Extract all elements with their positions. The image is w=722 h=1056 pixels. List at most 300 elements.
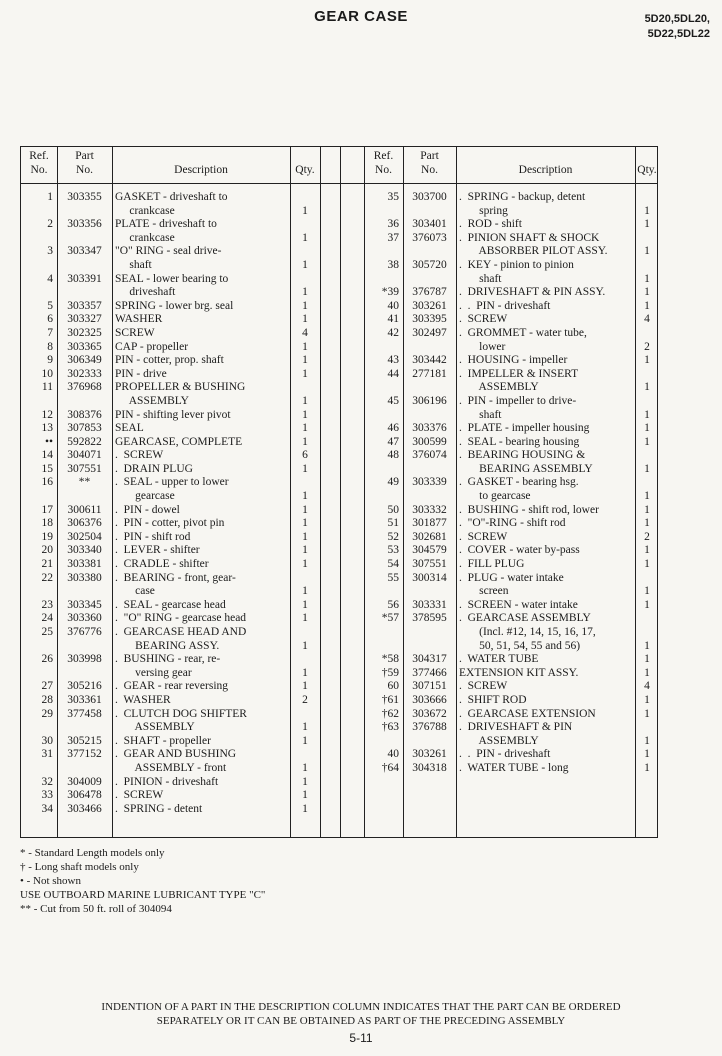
part-cell: 305216 — [67, 680, 102, 693]
part-cell: 303355 — [67, 191, 102, 203]
table-row — [21, 653, 340, 667]
part-cell: 302333 — [67, 367, 102, 380]
description-cell: . SEAL - gearcase head — [115, 598, 226, 611]
description-cell: EXTENSION KIT ASSY. — [459, 666, 579, 679]
table-row — [21, 612, 340, 626]
ref-cell — [364, 585, 403, 599]
ref-cell: 49 — [387, 476, 399, 489]
description-cell: . GEAR - rear reversing — [115, 680, 229, 693]
table-row — [364, 640, 659, 654]
description-cell: . IMPELLER & INSERT — [459, 367, 579, 380]
ref-cell: 4 — [47, 272, 53, 285]
description-cell: SEAL - lower bearing to — [115, 272, 229, 285]
part-cell: 301877 — [412, 517, 447, 530]
table-row — [364, 245, 659, 259]
qty-cell — [635, 449, 659, 463]
models-line-1: 5D20,5DL20, — [644, 13, 710, 25]
qty-cell: 1 — [302, 354, 308, 367]
qty-cell: 1 — [644, 558, 650, 571]
description-cell: PIN - shifting lever pivot — [115, 408, 231, 421]
table-row — [21, 531, 340, 545]
part-cell: 306349 — [67, 354, 102, 367]
qty-cell — [290, 748, 320, 762]
part-cell: 303345 — [67, 598, 102, 611]
qty-cell: 1 — [302, 585, 308, 598]
qty-cell: 1 — [302, 598, 308, 611]
qty-cell: 1 — [644, 693, 650, 706]
description-cell: . BEARING - front, gear- — [115, 571, 236, 584]
ref-cell: 31 — [41, 748, 53, 761]
ref-cell: 16 — [41, 476, 53, 489]
table-row — [21, 640, 340, 654]
qty-cell: 1 — [644, 354, 650, 367]
table-row — [21, 626, 340, 640]
table-row — [364, 191, 659, 205]
part-cell: 303327 — [67, 313, 102, 326]
table-row — [21, 572, 340, 586]
qty-cell: 1 — [644, 272, 650, 285]
qty-cell — [290, 381, 320, 395]
part-cell: 303347 — [67, 245, 102, 258]
ref-cell: 20 — [41, 544, 53, 557]
part-cell — [403, 341, 456, 355]
ref-cell: 7 — [47, 326, 53, 339]
part-cell — [403, 735, 456, 749]
description-cell: . KEY - pinion to pinion — [459, 258, 574, 271]
qty-cell: 1 — [644, 653, 650, 666]
description-cell: . FILL PLUG — [459, 558, 525, 571]
left-header-description: Description — [174, 164, 228, 176]
table-row — [364, 748, 659, 762]
table-row — [364, 436, 659, 450]
qty-cell — [635, 626, 659, 640]
qty-cell: 1 — [644, 286, 650, 299]
description-cell: . LEVER - shifter — [115, 544, 200, 557]
qty-cell — [635, 395, 659, 409]
ref-cell — [364, 640, 403, 654]
description-cell: . DRIVESHAFT & PIN ASSY. — [459, 286, 606, 299]
table-row — [21, 313, 340, 327]
ref-cell: 5 — [47, 299, 53, 312]
ref-cell: 19 — [41, 530, 53, 543]
table-row — [21, 490, 340, 504]
part-cell — [403, 585, 456, 599]
table-row — [21, 422, 340, 436]
description-cell: SPRING - lower brg. seal — [115, 299, 234, 312]
description-cell: PIN - drive — [115, 367, 167, 380]
part-cell: 300314 — [412, 571, 447, 584]
qty-cell: 1 — [302, 503, 308, 516]
part-cell: 306478 — [67, 789, 102, 802]
description-cell: shaft — [115, 258, 152, 271]
part-cell: 302497 — [412, 326, 447, 339]
parts-table — [20, 146, 658, 838]
qty-cell: 1 — [302, 231, 308, 244]
part-cell: 303361 — [67, 693, 102, 706]
table-row — [364, 218, 659, 232]
description-cell: . SPRING - detent — [115, 802, 203, 815]
part-cell: 302681 — [412, 530, 447, 543]
part-cell — [57, 762, 112, 776]
part-cell: 302325 — [67, 326, 102, 339]
part-cell: 303340 — [67, 544, 102, 557]
table-row — [364, 612, 659, 626]
qty-cell: 1 — [302, 286, 308, 299]
qty-cell — [290, 572, 320, 586]
part-cell: 300599 — [412, 435, 447, 448]
part-cell: 303998 — [67, 653, 102, 666]
part-cell: 300611 — [67, 503, 102, 516]
part-cell — [57, 395, 112, 409]
description-cell: . SCREEN - water intake — [459, 598, 578, 611]
table-row — [21, 694, 340, 708]
part-cell — [57, 259, 112, 273]
note-lubricant: USE OUTBOARD MARINE LUBRICANT TYPE "C" — [20, 889, 266, 901]
qty-cell: 1 — [644, 408, 650, 421]
qty-cell: 1 — [644, 517, 650, 530]
qty-cell: 1 — [302, 721, 308, 734]
description-cell: "O" RING - seal drive- — [115, 245, 222, 258]
part-cell — [403, 205, 456, 219]
part-cell: 304317 — [412, 653, 447, 666]
ref-cell: 10 — [41, 367, 53, 380]
footer-line-2: SEPARATELY OR IT CAN BE OBTAINED AS PART OF THE PRECEDING ASSEMBLY — [156, 1015, 566, 1027]
qty-cell — [635, 232, 659, 246]
qty-cell: 1 — [644, 204, 650, 217]
table-row — [364, 653, 659, 667]
description-cell: . PIN - dowel — [115, 503, 180, 516]
ref-cell: 40 — [387, 299, 399, 312]
qty-cell — [635, 368, 659, 382]
part-cell: 303380 — [67, 571, 102, 584]
ref-cell: 50 — [387, 503, 399, 516]
ref-cell: *39 — [381, 286, 399, 299]
part-cell: 307853 — [67, 422, 102, 435]
table-row — [364, 422, 659, 436]
ref-cell: 37 — [387, 231, 399, 244]
description-cell: . GEARCASE EXTENSION — [459, 707, 596, 720]
ref-cell: 28 — [41, 693, 53, 706]
description-cell: . SEAL - bearing housing — [459, 435, 580, 448]
table-row — [21, 667, 340, 681]
qty-cell — [290, 708, 320, 722]
qty-cell: 1 — [302, 258, 308, 271]
table-row — [364, 721, 659, 735]
qty-cell: 1 — [302, 367, 308, 380]
ref-cell: 33 — [41, 789, 53, 802]
table-row — [364, 517, 659, 531]
part-cell — [57, 667, 112, 681]
qty-cell: 1 — [644, 299, 650, 312]
ref-cell: 40 — [387, 748, 399, 761]
qty-cell: 1 — [302, 639, 308, 652]
right-column — [364, 147, 659, 837]
table-row — [364, 273, 659, 287]
part-cell: 303365 — [67, 340, 102, 353]
description-cell: ASSEMBLY — [459, 381, 539, 394]
description-cell: . GEARCASE HEAD AND — [115, 626, 247, 638]
ref-cell: •• — [44, 435, 53, 448]
ref-cell: 17 — [41, 503, 53, 516]
left-header-ref: Ref. No. — [29, 150, 49, 176]
description-cell: . DRAIN PLUG — [115, 462, 193, 475]
description-cell: GASKET - driveshaft to — [115, 191, 228, 203]
description-cell: WASHER — [115, 313, 163, 326]
table-row — [21, 544, 340, 558]
footer-note — [0, 1000, 722, 1028]
ref-cell: 56 — [387, 598, 399, 611]
description-cell: ASSEMBLY - front — [115, 761, 227, 774]
qty-cell: 4 — [302, 326, 308, 339]
part-cell: 303401 — [412, 218, 447, 231]
part-cell: 376788 — [412, 721, 447, 734]
table-row — [364, 259, 659, 273]
ref-cell — [21, 286, 57, 300]
table-row — [364, 449, 659, 463]
qty-cell: 1 — [302, 666, 308, 679]
qty-cell — [635, 259, 659, 273]
ref-cell: *58 — [381, 653, 399, 666]
description-cell: . SCREW — [459, 313, 508, 326]
right-header-part: Part No. — [420, 150, 439, 176]
qty-cell — [635, 476, 659, 490]
part-cell: 303331 — [412, 598, 447, 611]
ref-cell: †61 — [381, 693, 399, 706]
note-cut: ** - Cut from 50 ft. roll of 304094 — [20, 903, 172, 915]
left-header-qty: Qty. — [295, 164, 315, 176]
ref-cell: 11 — [41, 381, 53, 394]
qty-cell: 1 — [302, 734, 308, 747]
ref-cell: 52 — [387, 530, 399, 543]
part-cell: 303395 — [412, 313, 447, 326]
ref-cell: †63 — [381, 721, 399, 734]
ref-cell — [364, 273, 403, 287]
qty-cell: 1 — [644, 422, 650, 435]
part-cell: 307551 — [67, 462, 102, 475]
table-row — [21, 191, 340, 205]
ref-cell — [21, 762, 57, 776]
description-cell: ABSORBER PILOT ASSY. — [459, 245, 608, 258]
table-row — [21, 776, 340, 790]
table-row — [21, 409, 340, 423]
description-cell: . BUSHING - rear, re- — [115, 653, 221, 666]
ref-cell: 38 — [387, 258, 399, 271]
table-row — [21, 680, 340, 694]
table-row — [364, 531, 659, 545]
table-row — [364, 476, 659, 490]
qty-cell: 1 — [302, 340, 308, 353]
qty-cell: 1 — [302, 462, 308, 475]
part-cell: 303261 — [412, 299, 447, 312]
table-row — [364, 490, 659, 504]
qty-cell: 4 — [644, 680, 650, 693]
part-cell: 303332 — [412, 503, 447, 516]
qty-cell — [290, 218, 320, 232]
part-cell: 305720 — [412, 258, 447, 271]
qty-cell — [290, 653, 320, 667]
ref-cell — [364, 735, 403, 749]
description-cell: case — [115, 585, 155, 598]
part-cell — [403, 245, 456, 259]
qty-cell: 1 — [644, 503, 650, 516]
description-cell: . SCREW — [459, 530, 508, 543]
description-cell: . DRIVESHAFT & PIN — [459, 721, 573, 734]
part-cell: 303381 — [67, 558, 102, 571]
description-cell: versing gear — [115, 666, 192, 679]
qty-cell: 6 — [302, 449, 308, 462]
part-cell: 303360 — [67, 612, 102, 625]
part-cell: ** — [78, 476, 91, 489]
description-cell: ASSEMBLY — [115, 721, 195, 734]
part-cell — [57, 232, 112, 246]
description-cell: crankcase — [115, 231, 175, 244]
qty-cell: 1 — [644, 435, 650, 448]
description-cell: ASSEMBLY — [115, 394, 189, 407]
qty-cell — [290, 191, 320, 205]
qty-cell — [290, 626, 320, 640]
description-cell: SEAL — [115, 422, 144, 435]
qty-cell: 1 — [644, 245, 650, 258]
notes — [20, 846, 265, 916]
right-header-ref: Ref. No. — [373, 150, 394, 176]
ref-cell — [21, 490, 57, 504]
qty-cell — [635, 721, 659, 735]
ref-cell — [364, 245, 403, 259]
qty-cell: 1 — [644, 598, 650, 611]
table-row — [21, 748, 340, 762]
ref-cell — [364, 409, 403, 423]
qty-cell — [290, 273, 320, 287]
part-cell: 303672 — [412, 707, 447, 720]
description-cell: . PIN - impeller to drive- — [459, 394, 577, 407]
description-cell: lower — [459, 340, 506, 353]
description-cell: . COVER - water by-pass — [459, 544, 580, 557]
ref-cell: 47 — [387, 435, 399, 448]
ref-cell — [364, 626, 403, 640]
table-row — [364, 381, 659, 395]
ref-cell: 30 — [41, 734, 53, 747]
description-cell: . SPRING - backup, detent — [459, 191, 586, 203]
description-cell: BEARING ASSEMBLY — [459, 462, 593, 475]
description-cell: . PIN - shift rod — [115, 530, 191, 543]
table-row — [21, 300, 340, 314]
part-cell — [57, 640, 112, 654]
table-row — [21, 436, 340, 450]
right-rows — [364, 191, 659, 776]
ref-cell — [364, 341, 403, 355]
description-cell: BEARING ASSY. — [115, 639, 220, 652]
part-cell: 378595 — [412, 612, 447, 625]
note-long: † - Long shaft models only — [20, 861, 139, 873]
qty-cell: 1 — [644, 748, 650, 761]
qty-cell: 1 — [302, 490, 308, 503]
table-row — [364, 463, 659, 477]
part-cell: 303391 — [67, 272, 102, 285]
ref-cell — [21, 585, 57, 599]
part-cell — [403, 273, 456, 287]
ref-cell — [364, 463, 403, 477]
footer-line-1: INDENTION OF A PART IN THE DESCRIPTION COLUMN INDICATES THAT THE PART CAN BE ORDERED — [101, 1001, 621, 1013]
ref-cell: 36 — [387, 218, 399, 231]
description-cell: PROPELLER & BUSHING — [115, 381, 246, 394]
table-row — [21, 273, 340, 287]
qty-cell: 2 — [302, 693, 308, 706]
description-cell: . GEAR AND BUSHING — [115, 748, 237, 761]
table-row — [21, 395, 340, 409]
ref-cell: 3 — [47, 245, 53, 258]
qty-cell — [290, 476, 320, 490]
description-cell: CAP - propeller — [115, 340, 189, 353]
qty-cell: 1 — [302, 299, 308, 312]
table-row — [364, 585, 659, 599]
description-cell: . CLUTCH DOG SHIFTER — [115, 707, 247, 720]
qty-cell: 1 — [302, 313, 308, 326]
table-row — [21, 803, 340, 817]
table-row — [21, 599, 340, 613]
ref-cell — [364, 205, 403, 219]
qty-cell: 1 — [302, 530, 308, 543]
table-row — [21, 381, 340, 395]
qty-cell: 1 — [302, 775, 308, 788]
qty-cell: 1 — [644, 585, 650, 598]
table-row — [21, 368, 340, 382]
table-row — [21, 585, 340, 599]
ref-cell: 6 — [47, 313, 53, 326]
qty-cell: 1 — [644, 490, 650, 503]
ref-cell: 43 — [387, 354, 399, 367]
table-row — [364, 667, 659, 681]
part-cell — [403, 626, 456, 640]
part-cell — [403, 381, 456, 395]
description-cell: . WATER TUBE - long — [459, 761, 569, 774]
description-cell: . PINION - driveshaft — [115, 775, 219, 788]
ref-cell: 8 — [47, 340, 53, 353]
part-cell: 306196 — [412, 394, 447, 407]
description-cell: . SCREW — [115, 789, 164, 802]
ref-cell: 41 — [387, 313, 399, 326]
ref-cell: 32 — [41, 775, 53, 788]
model-numbers — [645, 12, 710, 42]
table-row — [364, 694, 659, 708]
description-cell: . PINION SHAFT & SHOCK — [459, 231, 600, 244]
description-cell: . "O" RING - gearcase head — [115, 612, 247, 625]
qty-cell: 2 — [644, 340, 650, 353]
qty-cell: 1 — [644, 707, 650, 720]
qty-cell: 1 — [302, 789, 308, 802]
part-cell — [403, 490, 456, 504]
part-cell: 377152 — [67, 748, 102, 761]
ref-cell: 54 — [387, 558, 399, 571]
part-cell: 308376 — [67, 408, 102, 421]
note-standard: * - Standard Length models only — [20, 847, 165, 859]
description-cell: GEARCASE, COMPLETE — [115, 435, 243, 448]
description-cell: 50, 51, 54, 55 and 56) — [459, 639, 581, 652]
ref-cell — [364, 381, 403, 395]
ref-cell: 25 — [41, 626, 53, 638]
part-cell: 303357 — [67, 299, 102, 312]
table-row — [364, 368, 659, 382]
description-cell: . PLATE - impeller housing — [459, 422, 590, 435]
description-cell: . HOUSING - impeller — [459, 354, 568, 367]
part-cell: 376787 — [412, 286, 447, 299]
part-cell: 307151 — [412, 680, 447, 693]
qty-cell: 1 — [302, 435, 308, 448]
right-header-qty: Qty. — [637, 164, 657, 176]
table-row — [21, 558, 340, 572]
description-cell: SCREW — [115, 326, 155, 339]
part-cell: 277181 — [412, 367, 447, 380]
part-cell: 376776 — [67, 626, 102, 638]
